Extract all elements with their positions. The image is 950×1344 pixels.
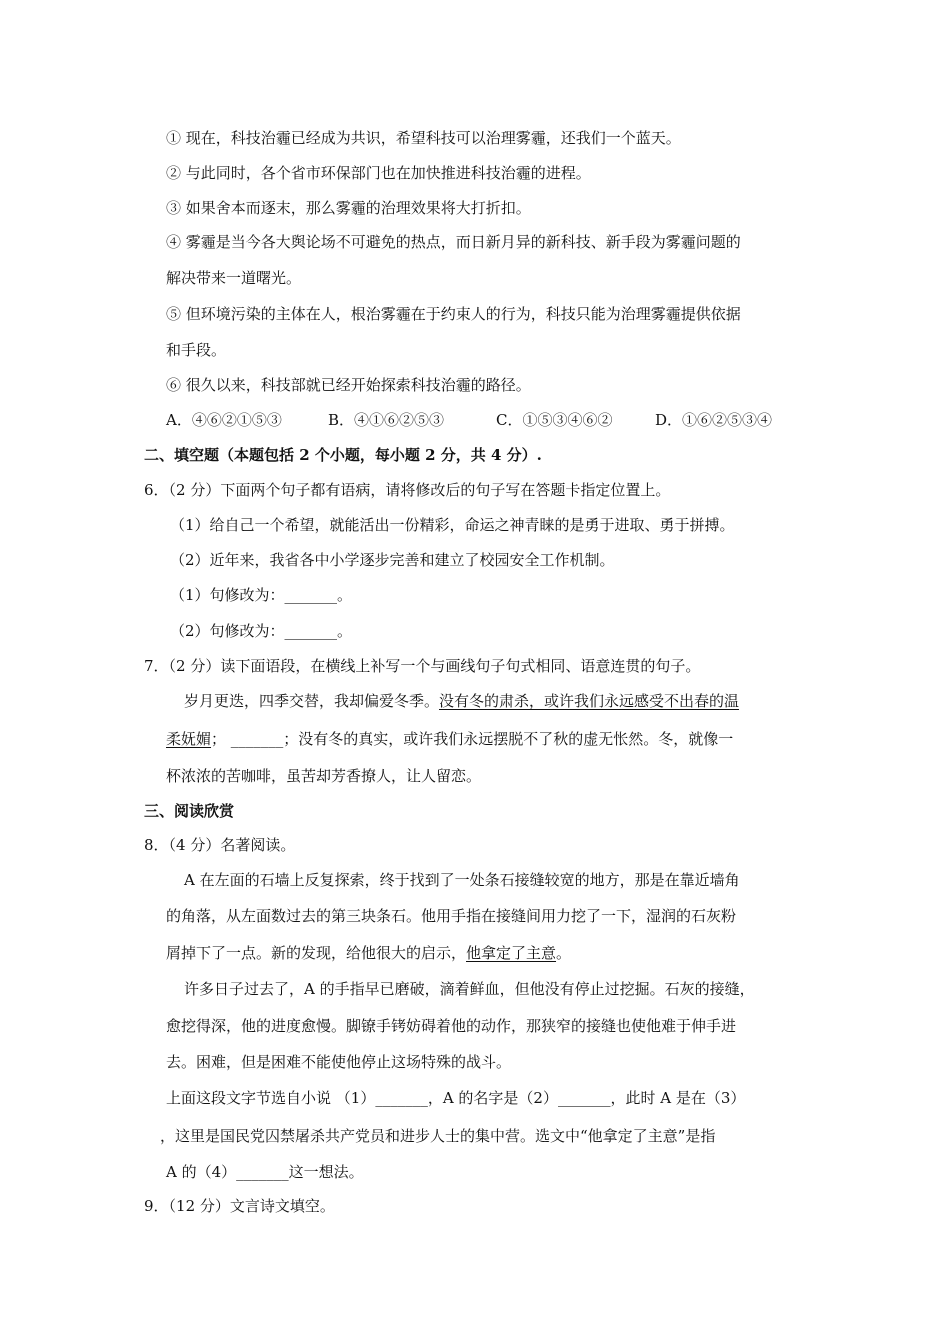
q8-underlined-text: 他拿定了主意	[466, 944, 557, 962]
q5-option-b: B．④①⑥②⑤③	[328, 411, 445, 429]
q7-underlined-text-cont: 柔妩媚	[166, 730, 212, 748]
q6-answer-2: （2）句修改为：_______。	[170, 622, 353, 640]
q8-question-2: ，这里是国民党囚禁屠杀共产党员和进步人士的集中营。选文中“他拿定了主意”是指	[160, 1127, 716, 1145]
q8-text-end: 。	[556, 944, 572, 962]
q8-question-1: 上面这段文字节选自小说 （1）_______，A 的名字是（2）_______，此时 A 是在（3）	[166, 1089, 746, 1107]
q5-option-a: A．④⑥②①⑤③	[166, 411, 282, 429]
q5-sentence-5b: 和手段。	[166, 341, 227, 359]
q5-sentence-3: ③ 如果舍本而逐末，那么雾霾的治理效果将大打折扣。	[166, 199, 531, 217]
q7-head: 7．（2 分）读下面语段，在横线上补写一个与画线句子句式相同、语意连贯的句子。	[144, 657, 701, 675]
q5-sentence-2: ② 与此同时，各个省市环保部门也在加快推进科技治霾的进程。	[166, 164, 591, 182]
q6-head: 6．（2 分）下面两个句子都有语病，请将修改后的句子写在答题卡指定位置上。	[144, 481, 671, 499]
q5-sentence-4b: 解决带来一道曙光。	[166, 269, 302, 287]
q5-sentence-1: ① 现在，科技治霾已经成为共识，希望科技可以治理雾霾，还我们一个蓝天。	[166, 129, 681, 147]
q8-passage-1b: 的角落，从左面数过去的第三块条石。他用手指在接缝间用力挖了一下，湿润的石灰粉	[166, 907, 737, 925]
q7-paragraph-line-1	[184, 691, 739, 711]
q7-underlined-text: 没有冬的肃杀，或许我们永远感受不出春的温	[439, 692, 740, 710]
section-3-title: 三、阅读欣赏	[144, 802, 235, 820]
q7-paragraph-line-2	[166, 729, 733, 749]
q5-option-c: C．①⑤③④⑥②	[496, 411, 613, 429]
q9-head: 9．（12 分）文言诗文填空。	[144, 1197, 335, 1215]
q8-passage-1a: A 在左面的石墙上反复探索，终于找到了一处条石接缝较宽的地方，那是在靠近墙角	[184, 871, 740, 889]
q5-option-d: D．①⑥②⑤③④	[655, 411, 773, 429]
q8-passage-2c: 去。困难，但是困难不能使他停止这场特殊的战斗。	[166, 1053, 512, 1071]
q6-sentence-2: （2）近年来，我省各中小学逐步完善和建立了校园安全工作机制。	[170, 551, 615, 569]
q7-paragraph-line-3: 杯浓浓的苦咖啡，虽苦却芳香撩人，让人留恋。	[166, 767, 482, 785]
q8-passage-2a: 许多日子过去了，A 的手指早已磨破，滴着鲜血，但他没有停止过挖掘。石灰的接缝，	[184, 980, 755, 998]
q8-text: 屑掉下了一点。新的发现，给他很大的启示，	[166, 944, 467, 962]
q8-head: 8．（4 分）名著阅读。	[144, 836, 296, 854]
q7-text: 岁月更迭，四季交替，我却偏爱冬季。	[184, 692, 440, 710]
q8-passage-1c	[166, 943, 571, 963]
q8-passage-2b: 愈挖得深，他的进度愈慢。脚镣手铐妨碍着他的动作，那狭窄的接缝也使他难于伸手进	[166, 1017, 737, 1035]
section-2-title: 二、填空题（本题包括 2 个小题，每小题 2 分，共 4 分）.	[144, 446, 542, 464]
q5-sentence-5a: ⑤ 但环境污染的主体在人，根治雾霾在于约束人的行为，科技只能为治理雾霾提供依据	[166, 305, 741, 323]
q8-question-3: A 的（4）_______这一想法。	[166, 1163, 364, 1181]
q7-text-cont: ； _______；没有冬的真实，或许我们永远摆脱不了秋的虚无怅然。冬，就像一	[211, 730, 734, 748]
q6-sentence-1: （1）给自己一个希望，就能活出一份精彩，命运之神青睐的是勇于进取、勇于拼搏。	[170, 516, 735, 534]
q6-answer-1: （1）句修改为：_______。	[170, 586, 353, 604]
q5-sentence-6: ⑥ 很久以来，科技部就已经开始探索科技治霾的路径。	[166, 376, 531, 394]
q5-sentence-4a: ④ 雾霾是当今各大舆论场不可避免的热点，而日新月异的新科技、新手段为雾霾问题的	[166, 233, 741, 251]
